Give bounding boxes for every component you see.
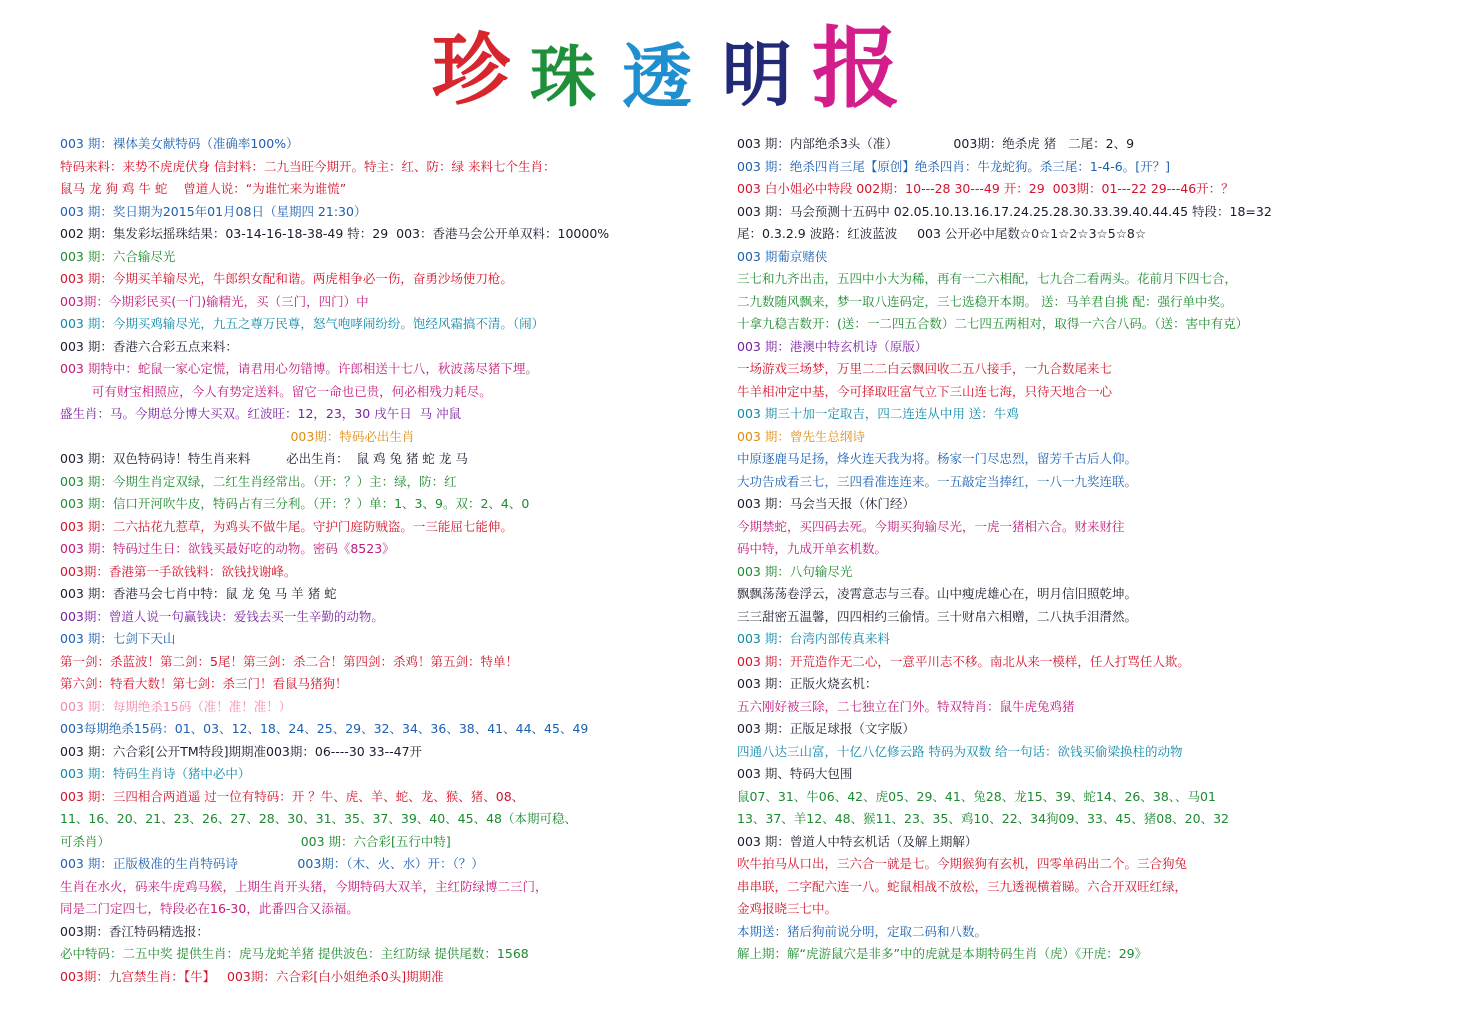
text-line [737, 358, 1437, 381]
text-line [737, 741, 1437, 764]
text-line-content: 003 期：奖日期为2015年01月08日（星期四 21:30） [60, 203, 367, 219]
text-line-content: 003 期：马会预测十五码中 02.05.10.13.16.17.24.25.28.30.33.39.40.44.45 特段：18=32 [737, 203, 1272, 219]
text-line [60, 471, 720, 494]
text-line [60, 786, 720, 809]
text-line [60, 448, 720, 471]
text-line-content: 003 期：香港六合彩五点来料： [60, 338, 238, 354]
text-line-content: 鼠07、31、牛06、42、虎05、29、41、兔28、龙15、39、蛇14、26、38、、马01 [737, 788, 1216, 804]
text-line [737, 876, 1437, 899]
text-line [737, 178, 1437, 201]
text-line-content: 003期：今期彩民买(一门)输精光，买（三门，四门）中 [60, 293, 369, 309]
text-line [737, 471, 1437, 494]
text-line [737, 426, 1437, 449]
text-line [60, 336, 720, 359]
text-line [60, 853, 720, 876]
text-line [60, 313, 720, 336]
text-line-content: 003 期：正版足球报（文字版） [737, 721, 915, 736]
text-line [60, 763, 720, 786]
text-line-content: 003 期：三四相合两逍遥 过一位有特码：开 ？牛、虎、羊、蛇、龙、猴、猪、08、 [60, 788, 525, 804]
text-line-content: 003 期：曾道人中特玄机话（及解上期解） [737, 833, 978, 849]
text-line [737, 448, 1437, 471]
text-line [60, 223, 720, 246]
text-line-content: 003 期：今期买羊输尽光，牛郎织女配和谐。两虎相争必一伤，奋勇沙场使刀枪。 [60, 271, 513, 286]
right-column [737, 133, 1437, 966]
text-line-content: 码中特，九成开单玄机数。 [737, 541, 888, 556]
text-line [60, 358, 720, 381]
text-line-content: 003 期：七剑下天山 [60, 631, 176, 646]
text-line-content: 003期：曾道人说一句赢钱诀：爱钱去买一生辛勤的动物。 [60, 608, 384, 624]
text-line [60, 966, 720, 989]
text-line-content: 003 期特中：蛇鼠一家心定慌，请君用心勿错博。许郎相送十七八，秋波荡尽猪下埋。 [60, 361, 538, 376]
text-line [737, 336, 1437, 359]
text-line [60, 718, 720, 741]
text-line [737, 763, 1437, 786]
text-line [60, 381, 720, 404]
text-line-content: 生肖在水火，码来牛虎鸡马猴，上期生肖开头猪，今期特码大双羊，主红防绿博二三门， [60, 878, 548, 894]
text-line-content: 三三甜密五温馨，四四相约三偷情。三十财帛六相赠，二八执手泪潸然。 [737, 608, 1138, 624]
text-line-content: 003 期葡京赌侠 [737, 248, 828, 264]
text-line [60, 516, 720, 539]
text-line [60, 291, 720, 314]
text-line [60, 268, 720, 291]
text-line [60, 696, 720, 719]
text-line [737, 538, 1437, 561]
text-line [60, 876, 720, 899]
text-line [737, 381, 1437, 404]
text-line-content: 一场游戏三场梦，万里二二白云飘回收二五八接手，一九合数尾来七 [737, 361, 1113, 376]
text-line [737, 718, 1437, 741]
text-line-content: 003 期：八句输尽光 [737, 563, 853, 579]
text-line-content: 三七和九齐出击，五四中小大为稀，再有一二六相配，七九合二看两头。花前月下四七合， [737, 271, 1238, 286]
text-line-content: 必中特码：二五中奖 提供生肖：虎马龙蛇羊猪 提供波色：主红防绿 提供尾数：1568 [60, 946, 529, 961]
text-line-content: 003 期：双色特码诗！特生肖来料 必出生肖： 鼠 鸡 兔 猪 蛇 龙 马 [60, 451, 468, 466]
text-line [737, 156, 1437, 179]
text-line [737, 268, 1437, 291]
text-line-content: 十拿九稳吉数开：(送：一二四五合数）二七四五两相对，取得一六合八码。（送：害中有克） [737, 316, 1249, 331]
text-line-content: 003 期：马会当天报（休门经） [737, 496, 915, 511]
text-line-content: 003 期：六合输尽光 [60, 248, 176, 264]
text-line-content: 003 期、特码大包围 [737, 766, 853, 781]
text-line [60, 943, 720, 966]
text-line-content: 中原逐鹿马足扬，烽火连天我为将。杨家一门尽忠烈，留芳千古后人仰。 [737, 451, 1138, 466]
title-char-2: 珠 [530, 38, 596, 116]
text-line-content: 可杀肖） 003 期：六合彩[五行中特] [60, 833, 451, 849]
text-line [60, 898, 720, 921]
text-line [737, 133, 1437, 156]
text-line-content: 本期送：猪后狗前说分明，定取二码和八数。 [737, 923, 988, 939]
text-line-content: 003 期：内部绝杀3头（准） 003期：绝杀虎 猪 二尾：2、9 [737, 136, 1135, 151]
text-line [737, 853, 1437, 876]
text-line [60, 606, 720, 629]
text-line-content: 今期禁蛇，买四码去死。今期买狗输尽光，一虎一猪相六合。财来财往 [737, 518, 1125, 534]
text-line-content: 003 期：绝杀四肖三尾【原创】绝杀四肖：牛龙蛇狗。杀三尾：1-4-6。[开？] [737, 158, 1170, 174]
text-line [60, 921, 720, 944]
text-line-content: 003 期：二六拈花九惹草，为鸡头不做牛尾。守护门庭防贼盗。一三能屈七能伸。 [60, 518, 513, 534]
text-line-content: 003期：香港第一手欲钱料：欲钱找谢峰。 [60, 563, 297, 579]
text-line [737, 493, 1437, 516]
text-line-content: 003 期：今期生肖定双绿，二红生肖经常出。（开：？）主：绿，防：红 [60, 473, 457, 489]
text-line [737, 291, 1437, 314]
text-line-content: 003期：特码必出生肖 [60, 428, 415, 444]
text-line [737, 786, 1437, 809]
text-line-content: 第六剑：特看大数！第七剑：杀三门！看鼠马猪狗！ [60, 676, 348, 691]
text-line-content: 大功告成看三七，三四看准连连来。一五敲定当捧红，一八一九奖连联。 [737, 473, 1138, 489]
text-line [737, 673, 1437, 696]
text-line-content: 003 期：特码生肖诗（猪中必中） [60, 766, 251, 781]
left-column [60, 133, 720, 988]
text-line [737, 201, 1437, 224]
masthead-title [0, 16, 1457, 122]
text-line-content: 003 期三十加一定取吉，四二连连从中用 送：牛鸡 [737, 406, 1019, 421]
text-line [60, 178, 720, 201]
text-line-content: 003 期：特码过生日：欲钱买最好吃的动物。密码《8523》 [60, 541, 395, 556]
text-line [60, 808, 720, 831]
text-line [737, 651, 1437, 674]
text-line [60, 403, 720, 426]
text-line-content: 金鸡报晓三七中。 [737, 901, 838, 916]
text-line-content: 尾：0.3.2.9 波路：红波蓝波 003 公开必中尾数☆0☆1☆2☆3☆5☆8☆ [737, 226, 1147, 241]
text-line-content: 牛羊相冲定中基，今可择取旺富气立下三山连七海，只待天地合一心 [737, 383, 1113, 399]
text-line-content: 同是二门定四七，特段必在16-30，此番四合又添福。 [60, 901, 359, 916]
text-line-content: 盛生肖：马。今期总分博大买双。红波旺：12，23，30 戌午日 马 冲鼠 [60, 406, 462, 421]
text-line [737, 898, 1437, 921]
text-line-content: 002 期：集发彩坛摇珠结果：03-14-16-18-38-49 特：29 003：香港马会公开单双料：10000% [60, 226, 610, 241]
text-line-content: 003 期：正版火烧玄机： [737, 676, 878, 691]
text-line-content: 鼠马 龙 狗 鸡 牛 蛇 曾道人说：“为谁忙来为谁慌” [60, 181, 347, 196]
text-line-content: 可有财宝相照应，今人有势定送料。留它一命也已贵，何必相残力耗尽。 [60, 383, 492, 399]
text-line [737, 516, 1437, 539]
text-line [737, 223, 1437, 246]
text-line [60, 246, 720, 269]
text-line [737, 808, 1437, 831]
text-line [737, 606, 1437, 629]
text-line [737, 943, 1437, 966]
text-line-content: 003 期：曾先生总纲诗 [737, 428, 865, 444]
text-line [737, 561, 1437, 584]
text-line-content: 吹牛拍马从口出，三六合一就是七。今期猴狗有玄机，四零单码出二个。三合狗兔 [737, 856, 1188, 871]
text-line-content: 003 期：香港马会七肖中特：鼠 龙 兔 马 羊 猪 蛇 [60, 586, 337, 601]
text-line-content: 13、37、羊12、48、猴11、23、35、鸡10、22、34狗09、33、45、猪08、20、32 [737, 811, 1229, 826]
text-line [60, 583, 720, 606]
title-char-4: 明 [722, 33, 792, 116]
text-line-content: 第一剑：杀蓝波！第二剑：5尾！第三剑：杀二合！第四剑：杀鸡！第五剑：特单！ [60, 653, 518, 669]
text-line [60, 156, 720, 179]
text-line [60, 201, 720, 224]
text-line-content: 003 白小姐必中特段 002期：10---28 30---49 开：29 003期：01---22 29---46开：？ [737, 181, 1234, 196]
text-line-content: 003 期：正版极准的生肖特码诗 003期：（木、火、水）开：（？） [60, 856, 484, 871]
text-line [60, 831, 720, 854]
text-line [60, 133, 720, 156]
text-line-content: 四通八达三山富，十亿八亿修云路 特码为双数 给一句话：欲钱买偷梁换柱的动物 [737, 743, 1183, 759]
title-char-3: 透 [622, 35, 692, 118]
text-line-content: 11、16、20、21、23、26、27、28、30、31、35、37、39、40、45、48（本期可稳、 [60, 811, 577, 826]
title-char-1: 珍 [432, 25, 511, 116]
text-line [60, 651, 720, 674]
text-line-content: 003 期：开荒造作无二心，一意平川志不移。南北从来一模样，任人打骂任人欺。 [737, 653, 1190, 669]
text-line [737, 313, 1437, 336]
text-line [737, 628, 1437, 651]
text-line-content: 二九数随风飘来，梦一取八连码定，三七选稳开本期。 送：马羊君自挑 配：强行单中奖。 [737, 293, 1233, 309]
text-line-content: 003 期：港澳中特玄机诗（原版） [737, 338, 928, 354]
text-line-content: 003期：香江特码精选报： [60, 923, 209, 939]
text-line-content: 特码来料：来势不虎虎伏身 信封料：二九当旺今期开。特主：红、防：绿 来料七个生肖： [60, 158, 556, 174]
text-line [60, 741, 720, 764]
text-line [737, 921, 1437, 944]
text-line-content: 003 期：每期绝杀15码（准！准！准！） [60, 698, 292, 714]
text-line [60, 538, 720, 561]
text-line-content: 003 期：今期买鸡输尽光，九五之尊万民尊，怒气咆哮闹纷纷。饱经风霜搞不清。（闹） [60, 316, 545, 331]
text-line-content: 五六刚好被三除，二七独立在门外。特双特肖：鼠牛虎兔鸡猪 [737, 698, 1075, 714]
text-line [737, 246, 1437, 269]
text-line [737, 696, 1437, 719]
text-line-content: 003每期绝杀15码：01、03、12、18、24、25、29、32、34、36、38、41、44、45、49 [60, 721, 589, 736]
text-line-content: 003 期：裸体美女献特码（准确率100%） [60, 136, 299, 151]
text-line-content: 飘飘荡荡卷浮云，凌霄意志与三春。山中瘦虎雄心在，明月信旧照乾坤。 [737, 586, 1138, 601]
text-line-content: 003期：九宫禁生肖：【牛】 003期：六合彩[白小姐绝杀0头]期期准 [60, 968, 444, 984]
text-line [60, 561, 720, 584]
text-line-content: 解上期：解“虎游鼠穴是非多”中的虎就是本期特码生肖（虎）《开虎：29》 [737, 946, 1148, 961]
text-line-content: 003 期：六合彩[公开TM特段]期期准003期：06----30 33--47开 [60, 743, 423, 759]
text-line [60, 628, 720, 651]
text-line-content: 003 期：信口开河吹牛皮，特码占有三分利。（开：？）单：1、3、9。双：2、4、0 [60, 496, 530, 511]
text-line-content: 003 期：台湾内部传真来料 [737, 631, 890, 646]
text-line [60, 426, 720, 449]
title-char-5: 报 [812, 16, 901, 120]
text-line [737, 583, 1437, 606]
text-line-content: 串串联，二字配六连一八。蛇鼠相战不放松，三九透视横着睇。六合开双旺红绿， [737, 878, 1188, 894]
text-line [737, 831, 1437, 854]
text-line [60, 673, 720, 696]
text-line [737, 403, 1437, 426]
text-line [60, 493, 720, 516]
